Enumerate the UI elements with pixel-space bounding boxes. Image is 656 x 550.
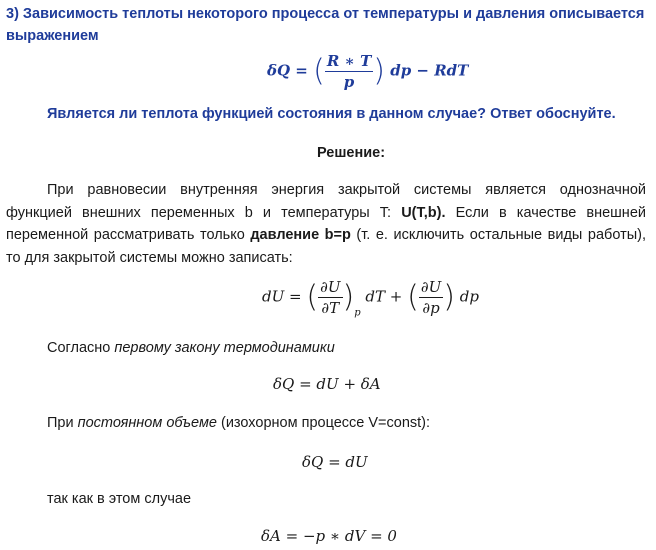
problem-text: 3) Зависимость теплоты некоторого процесса от температуры и давления описывается выражением xyxy=(6,6,645,44)
paragraph-first-law: Согласно первому закону термодинамики xyxy=(47,340,335,356)
formula-first-law: δQ = dU + δA xyxy=(273,375,381,393)
paragraph-isochoric: При постоянном объеме (изохорном процессе V=const): xyxy=(47,415,431,431)
formula-du-differential: dU = ( $\frac{\partial U}{\partial T}$ )$_p$ dT + ( $\frac{\partial U}{\partial p}$ ) dp xyxy=(262,278,479,319)
paragraph-internal-energy: При равновесии внутренняя энергия закрытой системы является однозначной функцией внешних переменных b и температуры T: U(T,b). Если в качестве внешней переменной рассматривать только давление b=p (т. е. исключить остальные виды работы), то для закрытой системы можно записать: xyxy=(6,182,646,266)
paragraph-in-this-case: так как в этом случае xyxy=(47,491,192,507)
formula-heat-expression: δQ = ( $\frac{R ∗ T}{p}$ ) dp − RdT xyxy=(267,52,469,91)
problem-question: Является ли теплота функцией состояния в данном случае? Ответ обоснуйте. xyxy=(47,106,616,122)
solution-title: Решение: xyxy=(316,145,386,161)
formula-isochoric-heat: δQ = dU xyxy=(302,453,368,471)
formula-zero-work: δA = −p ∗ dV = 0 xyxy=(261,527,397,545)
problem-statement xyxy=(6,3,646,47)
